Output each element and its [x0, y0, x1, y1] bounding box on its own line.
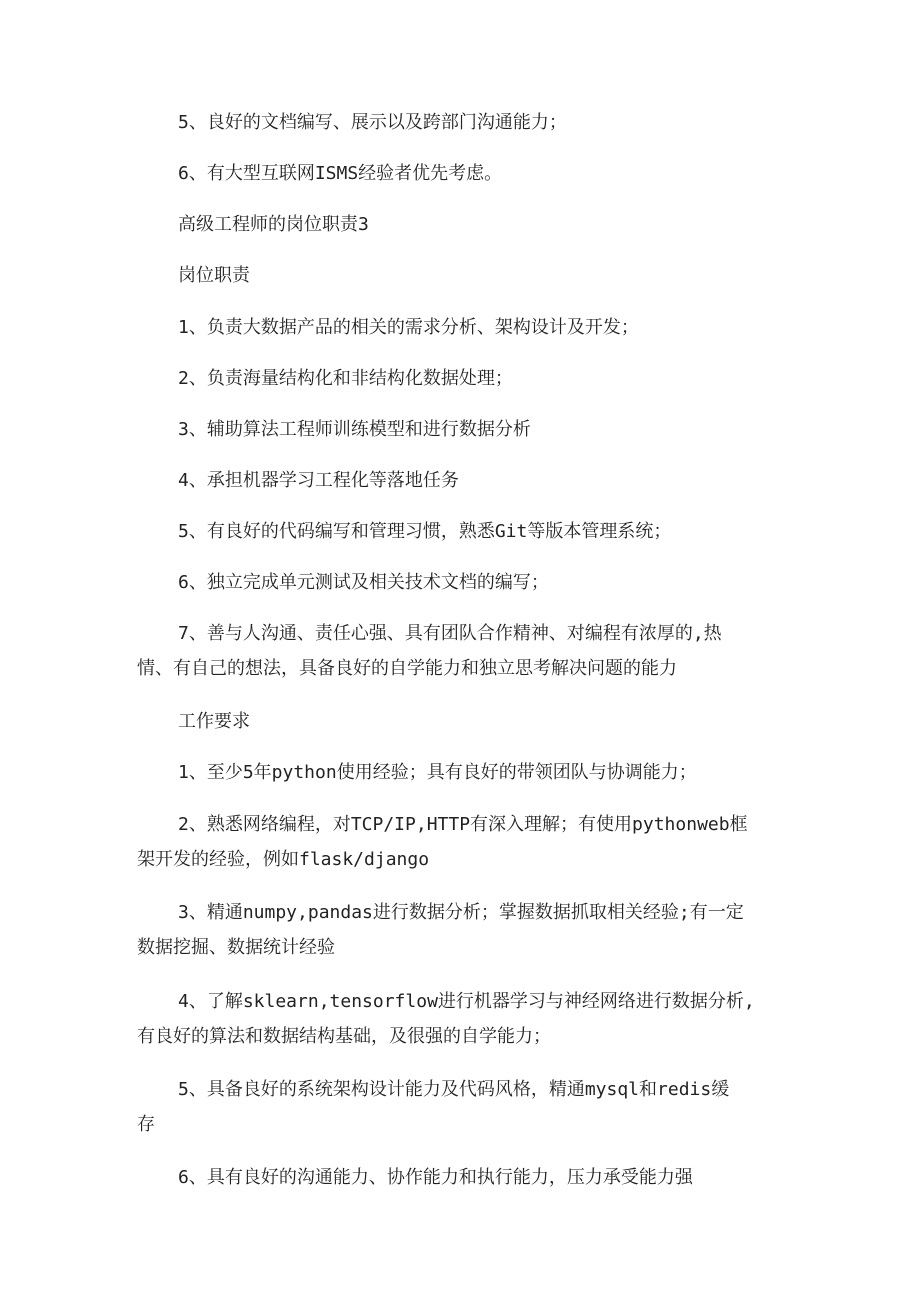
text-line: 5、有良好的代码编写和管理习惯，熟悉Git等版本管理系统； [178, 521, 672, 542]
text-line: 数据挖掘、数据统计经验 [137, 937, 335, 958]
text-line: 2、负责海量结构化和非结构化数据处理； [178, 368, 513, 389]
text-line: 情、有自己的想法，具备良好的自学能力和独立思考解决问题的能力 [137, 658, 677, 679]
text-line: 6、具有良好的沟通能力、协作能力和执行能力，压力承受能力强 [178, 1167, 693, 1188]
section-title: 高级工程师的岗位职责3 [178, 214, 369, 235]
text-line: 4、承担机器学习工程化等落地任务 [178, 470, 459, 491]
paragraph [137, 1072, 797, 1142]
text-line: 1、至少5年python使用经验；具有良好的带领团队与协调能力； [178, 762, 697, 783]
paragraph [137, 807, 797, 877]
paragraph [137, 616, 797, 686]
text-line: 4、了解sklearn,tensorflow进行机器学习与神经网络进行数据分析, [178, 991, 755, 1012]
paragraph [137, 984, 797, 1054]
text-line: 2、熟悉网络编程，对TCP/IP,HTTP有深入理解；有使用pythonweb框 [178, 814, 748, 835]
req-heading: 工作要求 [178, 711, 250, 732]
text-line: 6、有大型互联网ISMS经验者优先考虑。 [178, 163, 503, 184]
text-line: 6、独立完成单元测试及相关技术文档的编写； [178, 572, 549, 593]
text-line: 7、善与人沟通、责任心强、具有团队合作精神、对编程有浓厚的,热 [178, 623, 722, 644]
text-line: 5、良好的文档编写、展示以及跨部门沟通能力； [178, 112, 567, 133]
paragraph [137, 895, 797, 965]
text-line: 存 [137, 1114, 155, 1135]
text-line: 3、精通numpy,pandas进行数据分析；掌握数据抓取相关经验;有一定 [178, 902, 744, 923]
duty-heading: 岗位职责 [178, 265, 250, 286]
text-line: 架开发的经验，例如flask/django [137, 849, 430, 870]
text-line: 5、具备良好的系统架构设计能力及代码风格，精通mysql和redis缓 [178, 1079, 730, 1100]
text-line: 3、辅助算法工程师训练模型和进行数据分析 [178, 419, 531, 440]
text-line: 1、负责大数据产品的相关的需求分析、架构设计及开发； [178, 317, 639, 338]
text-line: 有良好的算法和数据结构基础，及很强的自学能力； [137, 1026, 551, 1047]
